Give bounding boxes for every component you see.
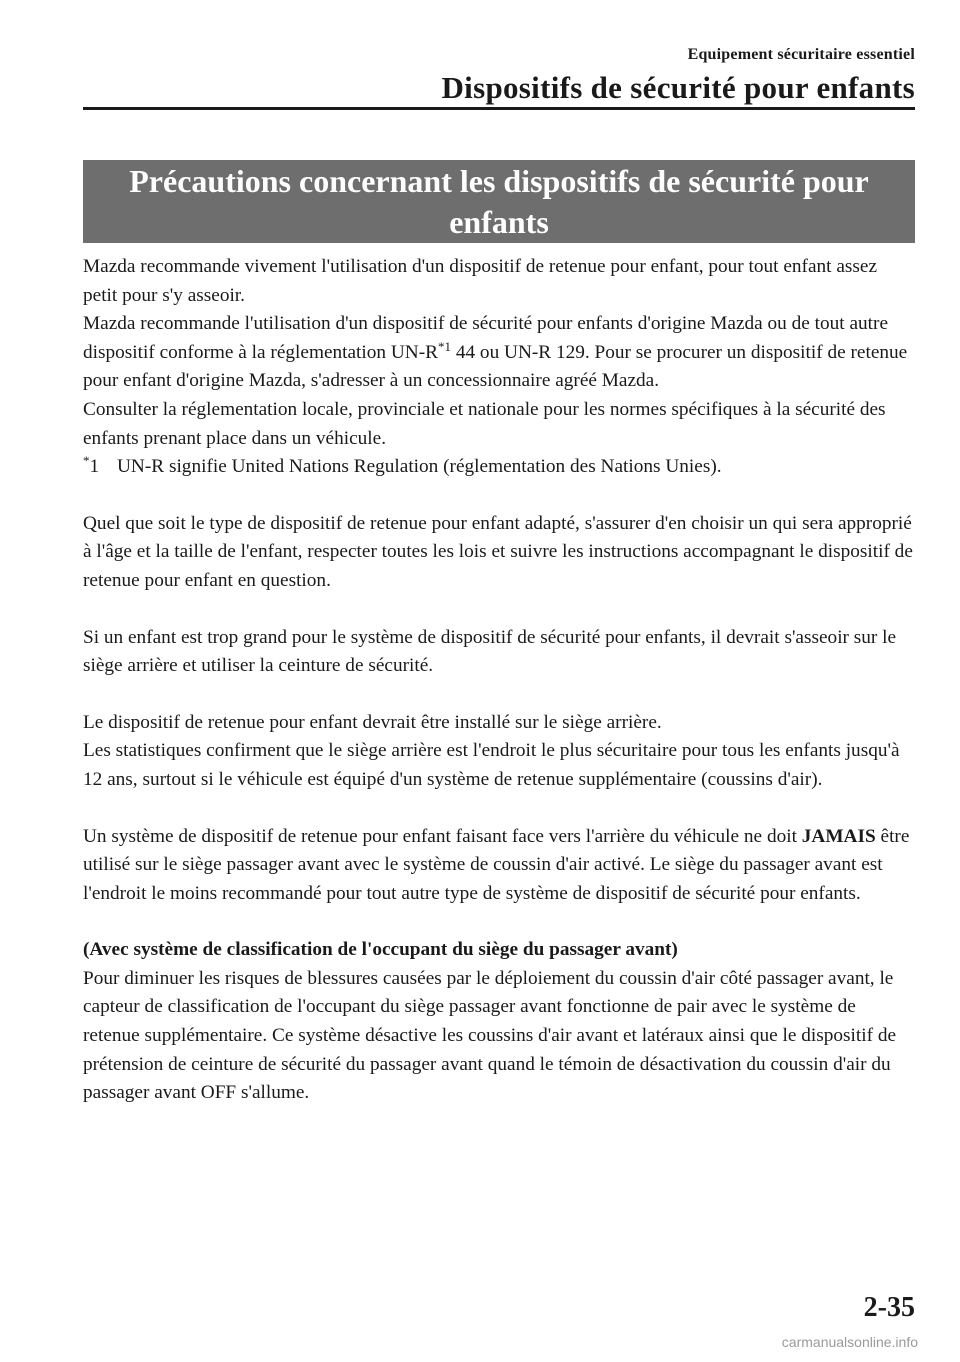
- footnote-text: UN-R signifie United Nations Regulation (réglementation des Nations Unies).: [117, 456, 722, 478]
- paragraph-text: être utilisé sur le siège passager avant avec le système de coussin d'air activé. Le siège du passager avant est l'endroit le moins recommandé pour tout autre type de système de dispositif de sécurité pour enfants.: [83, 825, 910, 904]
- footnote-ref: *1: [438, 338, 451, 354]
- paragraph-choice: Quel que soit le type de dispositif de retenue pour enfant adapté, s'assurer d'en choisir un qui sera approprié à l'âge et la taille de l'enfant, respecter toutes les lois et suivre les instructions accompagnant le dispositif de retenue pour enfant en question.: [83, 512, 913, 591]
- page-title: Précautions concernant les dispositifs de sécurité pour enfants: [129, 162, 869, 240]
- paragraph-text: 44 ou UN-R 129. Pour se procurer un dispositif de retenue pour enfant d'origine Mazda, s'adresser à un concessionnaire agréé Mazda.: [83, 341, 908, 392]
- paragraph-rear-seat: Le dispositif de retenue pour enfant devrait être installé sur le siège arrière.: [83, 711, 662, 733]
- footnote-number: 1: [89, 456, 100, 478]
- paragraph-recommendation: Mazda recommande vivement l'utilisation d'un dispositif de retenue pour enfant, pour tout enfant assez petit pour s'y asseoir.: [83, 256, 878, 306]
- footnote-marker: [83, 453, 117, 482]
- paragraph-text: Un système de dispositif de retenue pour enfant faisant face vers l'arrière du véhicule ne doit: [83, 825, 802, 847]
- paragraph-regulation: Consulter la réglementation locale, provinciale et nationale pour les normes spécifiques à la sécurité des enfants prenant place dans un véhicule.: [83, 398, 886, 449]
- page-number: 2-35: [863, 1292, 915, 1323]
- watermark: carmanualsonline.info: [781, 1334, 918, 1350]
- paragraph-too-big: Si un enfant est trop grand pour le système de dispositif de sécurité pour enfants, il devrait s'asseoir sur le siège arrière et utiliser la ceinture de sécurité.: [83, 626, 897, 677]
- paragraph-mazda-original: [83, 310, 915, 396]
- body-text: [83, 253, 915, 1108]
- emphasis-never: JAMAIS: [801, 825, 876, 847]
- chapter-title: Equipement sécuritaire essentiel: [687, 46, 915, 63]
- paragraph-occupant-sensor: Pour diminuer les risques de blessures causées par le déploiement du coussin d'air côté passager avant, le capteur de classification de l'occupant du siège passager avant fonctionne de pair avec le système de retenue supplémentaire. Ce système désactive les coussins d'air avant et latéraux ainsi que le dispositif de prétension de ceinture de sécurité du passager avant quand le témoin de désactivation du coussin d'air du passager avant OFF s'allume.: [83, 967, 897, 1104]
- page-header: [441, 46, 915, 106]
- paragraph-text: Mazda recommande l'utilisation d'un dispositif de sécurité pour enfants d'origine Mazda ou de tout autre dispositif conforme à la réglementation UN-R: [83, 313, 889, 363]
- subheading-occupant-classification: (Avec système de classification de l'occupant du siège du passager avant): [83, 939, 678, 961]
- paragraph-rear-facing-warning: [83, 823, 915, 909]
- section-heading-banner: [83, 160, 915, 243]
- header-divider: [83, 107, 915, 110]
- footnote-asterisk: *: [83, 453, 90, 469]
- footnote: [83, 453, 915, 482]
- paragraph-statistics: Les statistiques confirment que le siège arrière est l'endroit le plus sécuritaire pour tous les enfants jusqu'à 12 ans, surtout si le véhicule est équipé d'un système de retenue supplémentaire (coussins d'air).: [83, 740, 900, 790]
- section-title: Dispositifs de sécurité pour enfants: [441, 70, 915, 105]
